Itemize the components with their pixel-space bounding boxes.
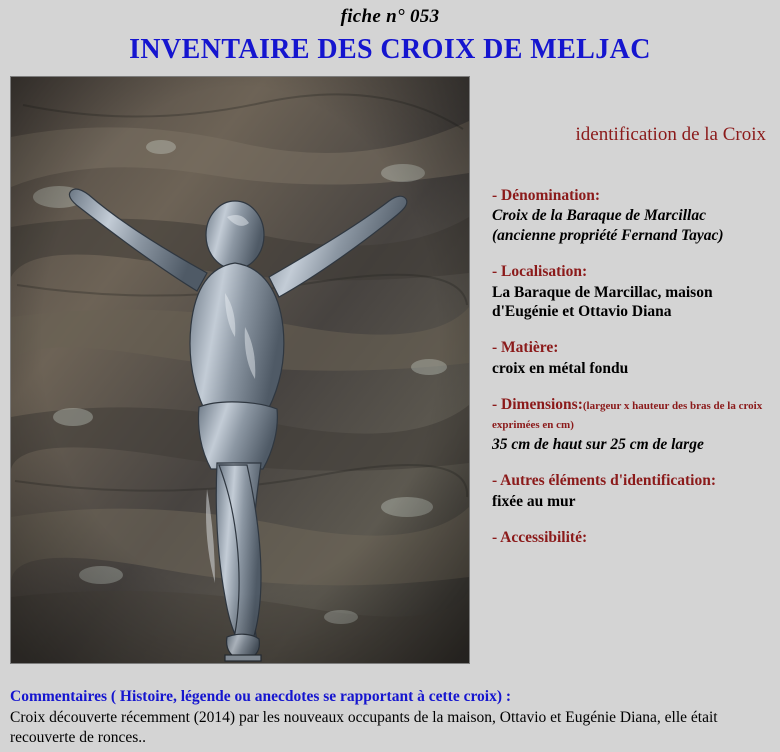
fiche-number: fiche n° 053	[340, 6, 440, 27]
field-matiere-label: - Matière:	[492, 339, 559, 357]
cross-photo	[10, 76, 470, 664]
comments-text: Croix découverte récemment (2014) par les nouveaux occupants de la maison, Ottavio et Eugénie Diana, elle était recouverte de ronces..	[10, 708, 718, 746]
field-dimensions-label	[492, 395, 770, 434]
comments-section	[0, 688, 780, 748]
page-title: INVENTAIRE DES CROIX DE MELJAC	[129, 34, 651, 65]
field-autres-elements	[492, 471, 770, 511]
field-matiere	[492, 338, 770, 378]
field-accessibilite-label: - Accessibilité:	[492, 528, 588, 546]
field-localisation-label: - Localisation:	[492, 263, 588, 281]
page-header	[0, 0, 780, 66]
comments-title: Commentaires ( Histoire, légende ou anecdotes se rapportant à cette croix) :	[10, 687, 512, 705]
identification-title: identification de la Croix	[575, 124, 766, 145]
field-denomination-value: Croix de la Baraque de Marcillac (ancienne propriété Fernand Tayac)	[492, 207, 724, 244]
field-matiere-value: croix en métal fondu	[492, 359, 629, 377]
field-localisation	[492, 262, 770, 321]
field-dimensions-label-text: - Dimensions:	[492, 396, 583, 413]
identification-column	[470, 76, 770, 564]
photo-column	[10, 76, 470, 664]
field-localisation-value: La Baraque de Marcillac, maison d'Eugénie et Ottavio Diana	[492, 283, 713, 320]
field-autres-elements-label: - Autres éléments d'identification:	[492, 472, 717, 490]
field-denomination	[492, 186, 770, 245]
field-dimensions-hint: (largeur x hauteur des bras de la croix exprimées en cm)	[492, 400, 763, 432]
field-autres-elements-value: fixée au mur	[492, 492, 576, 510]
main-content	[0, 76, 780, 664]
field-dimensions-value: 35 cm de haut sur 25 cm de large	[492, 435, 704, 453]
field-denomination-label: - Dénomination:	[492, 187, 601, 204]
field-dimensions	[492, 395, 770, 454]
field-accessibilite	[492, 528, 770, 547]
